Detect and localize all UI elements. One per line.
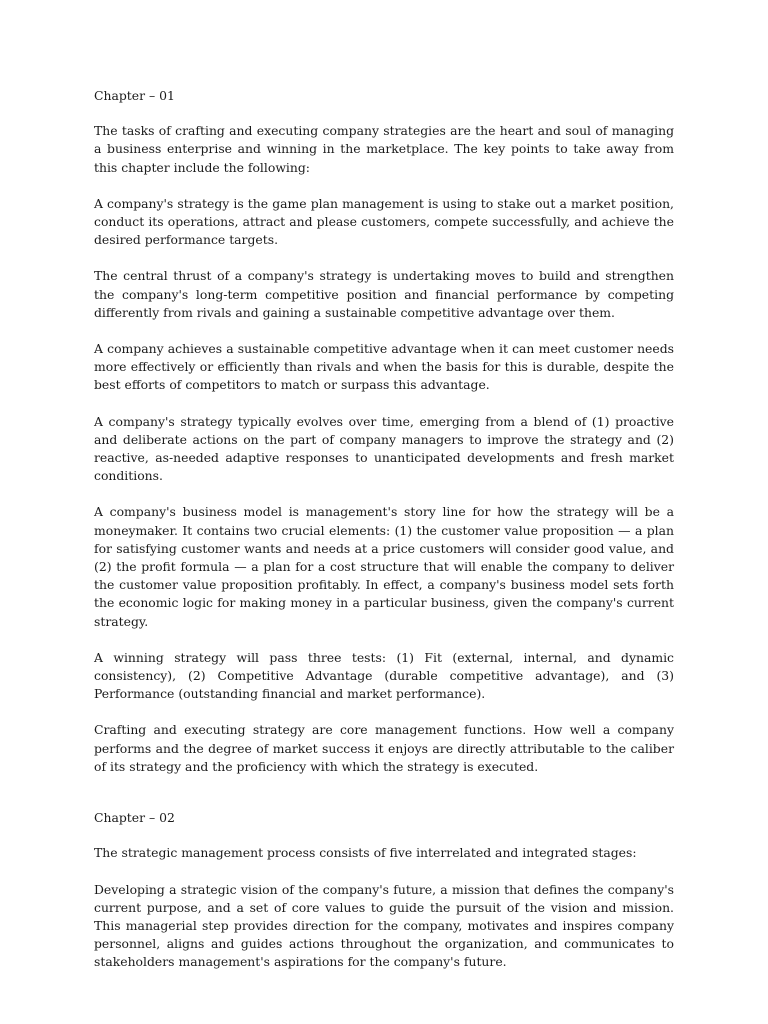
paragraph: The strategic management process consists of five interrelated and integrated stages: xyxy=(94,845,637,861)
paragraph: A company's business model is management's story line for how the strategy will be a moneymaker. It contains two crucial elements: (1) the customer value proposition — a plan for satisfying customer wants and needs at a price customers will consider good value, and (2) the profit formula — a plan for a cost structure that will enable the company to deliver the customer value proposition profitably. In effect, a company's business model sets forth the economic logic for making money in a particular business, given the company's current strategy. xyxy=(94,504,674,629)
chapter-title: Chapter – 02 xyxy=(94,810,175,826)
document-page xyxy=(94,87,674,990)
chapter-02-section xyxy=(94,809,674,971)
paragraph: The tasks of crafting and executing company strategies are the heart and soul of managing a business enterprise and winning in the marketplace. The key points to take away from this chapter include the following: xyxy=(94,123,674,175)
paragraph: A company achieves a sustainable competitive advantage when it can meet customer needs more effectively or efficiently than rivals and when the basis for this is durable, despite the best efforts of competitors to match or surpass this advantage. xyxy=(94,341,674,393)
paragraph: A winning strategy will pass three tests: (1) Fit (external, internal, and dynamic consistency), (2) Competitive Advantage (durable competitive advantage), and (3) Performance (outstanding financial and market performance). xyxy=(94,649,674,702)
paragraph: Crafting and executing strategy are core management functions. How well a company performs and the degree of market success it enjoys are directly attributable to the caliber of its strategy and the proficiency with which the strategy is executed. xyxy=(94,722,674,774)
paragraph: The central thrust of a company's strategy is undertaking moves to build and strengthen the company's long-term competitive position and financial performance by competing differently from rivals and gaining a sustainable competitive advantage over them. xyxy=(94,268,674,320)
paragraph: A company's strategy typically evolves over time, emerging from a blend of (1) proactive and deliberate actions on the part of company managers to improve the strategy and (2) reactive, as-needed adaptive responses to unanticipated developments and fresh market conditions. xyxy=(94,413,674,484)
chapter-01-section xyxy=(94,87,674,776)
paragraph: A company's strategy is the game plan management is using to stake out a market position, conduct its operations, attract and please customers, compete successfully, and achieve the desired performance targets. xyxy=(94,195,674,248)
chapter-title: Chapter – 01 xyxy=(94,88,175,103)
paragraph: Developing a strategic vision of the company's future, a mission that defines the company's current purpose, and a set of core values to guide the pursuit of the vision and mission. This managerial step provides direction for the company, motivates and inspires company personnel, aligns and guides actions throughout the organization, and communicates to stakeholders management's aspirations for the company's future. xyxy=(94,881,674,970)
